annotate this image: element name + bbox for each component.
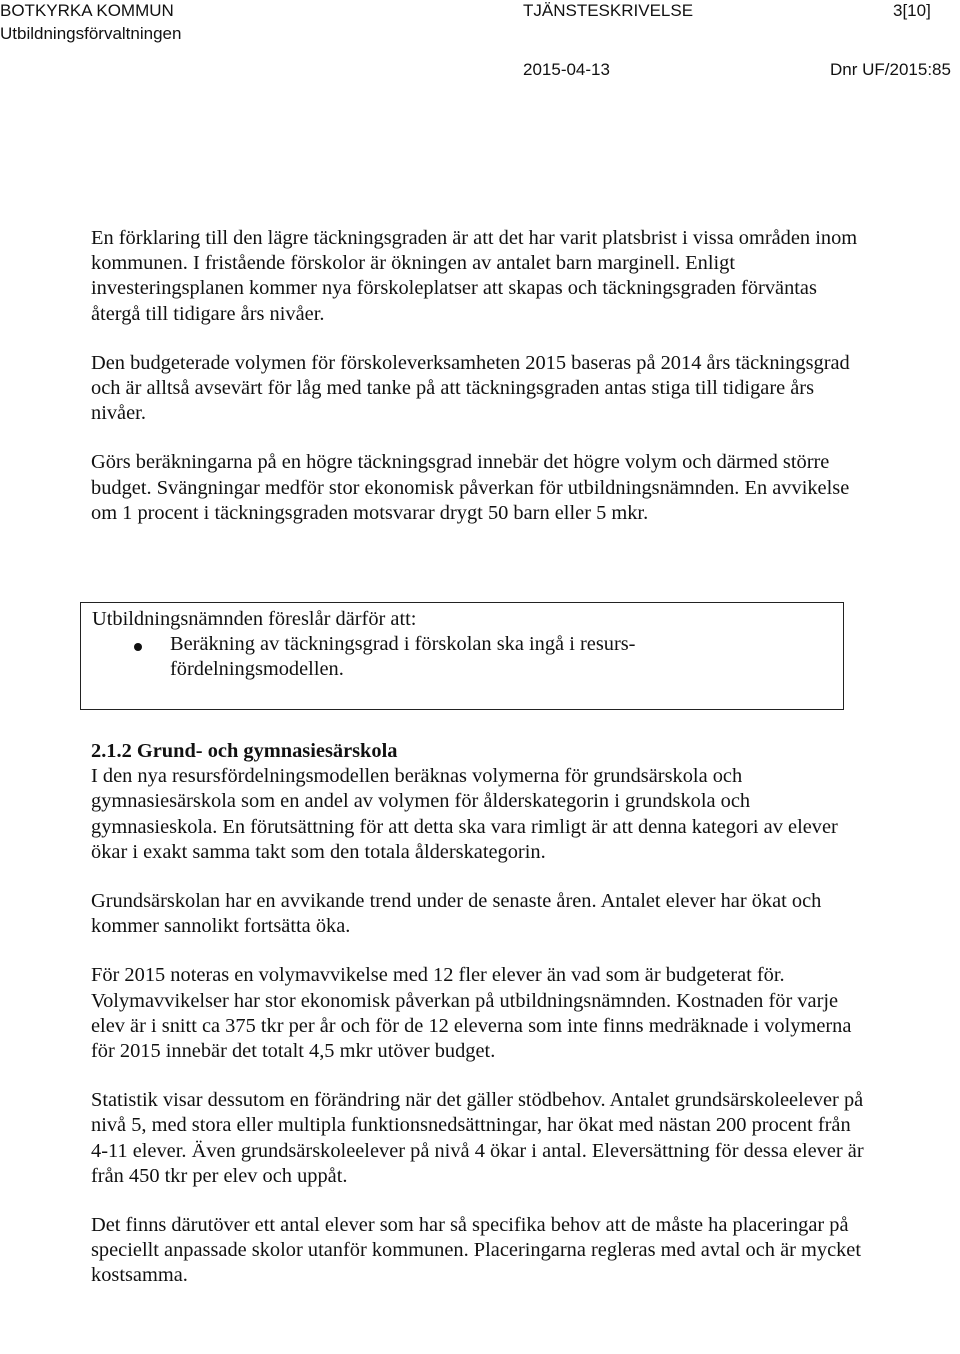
proposal-item: Beräkning av täckningsgrad i förskolan ska ingå i resurs-fördelningsmodellen. <box>170 633 636 681</box>
bullet-icon <box>134 643 142 651</box>
paragraph: Det finns därutöver ett antal elever som har så specifika behov att de måste ha placeringar på speciellt anpassade skolor utanför kommunen. Placeringarna regleras med avtal och är mycket kostsamma. <box>91 1214 862 1287</box>
org-name: BOTKYRKA KOMMUN <box>0 1 174 20</box>
document-type: TJÄNSTESKRIVELSE <box>523 1 694 20</box>
intro-text <box>91 226 871 526</box>
proposal-box <box>80 602 844 710</box>
paragraph: För 2015 noteras en volymavvikelse med 12 fler elever än vad som är budgeterat för. Volymavvikelser har stor ekonomisk påverkan på utbildningsnämnden. Kostnaden för varje elev är i snitt ca 375 tkr per år och för de 12 eleverna som inte finns medräknade i volymerna för 2015 innebär det totalt 4,5 mkr utöver budget. <box>91 964 852 1063</box>
paragraph: Grundsärskolan har en avvikande trend under de senaste åren. Antalet elever har ökat och kommer sannolikt fortsätta öka. <box>91 890 822 938</box>
proposal-lead: Utbildningsnämnden föreslår därför att: <box>92 608 417 630</box>
paragraph: Den budgeterade volymen för förskoleverksamheten 2015 baseras på 2014 års täckningsgrad och är alltså avsevärt för låg med tanke på att täckningsgraden antas stiga till tidigare års nivåer. <box>91 351 850 425</box>
section-grund-gymnasiesarskola <box>91 739 871 1289</box>
registration-number: Dnr UF/2015:85 <box>830 60 951 79</box>
document-date: 2015-04-13 <box>523 60 610 79</box>
department-name: Utbildningsförvaltningen <box>0 24 182 43</box>
paragraph: Görs beräkningarna på en högre täckningsgrad innebär det högre volym och därmed större budget. Svängningar medför stor ekonomisk påverkan för utbildningsnämnden. En avvikelse om 1 procent i täckningsgraden motsvarar drygt 50 barn eller 5 mkr. <box>91 451 850 524</box>
paragraph: En förklaring till den lägre täckningsgraden är att det har varit platsbrist i vissa områden inom kommunen. I fristående förskolor är ökningen av antalet barn marginell. Enligt investeringsplanen kommer nya förskoleplatser att skapas och täckningsgraden förväntas återgå till tidigare års nivåer. <box>91 227 858 325</box>
section-heading: 2.1.2 Grund- och gymnasiesärskola <box>91 740 398 762</box>
page-number: 3[10] <box>893 1 931 20</box>
paragraph: I den nya resursfördelningsmodellen beräknas volymerna för grundsärskola och gymnasiesärskola som en andel av volymen för ålderskategorin i grundskola och gymnasieskola. En förutsättning för att detta ska vara rimligt är att denna kategori av elever ökar i exakt samma takt som den totala ålderskategorin. <box>91 765 838 863</box>
paragraph: Statistik visar dessutom en förändring när det gäller stödbehov. Antalet grundsärskoleelever på nivå 5, med stora eller multipla funktionsnedsättningar, har ökat med nästan 200 procent från 4-11 elever. Även grundsärskoleelever på nivå 4 ökar i antal. Eleversättning för dessa elever är från 450 tkr per elev och uppåt. <box>91 1089 864 1187</box>
